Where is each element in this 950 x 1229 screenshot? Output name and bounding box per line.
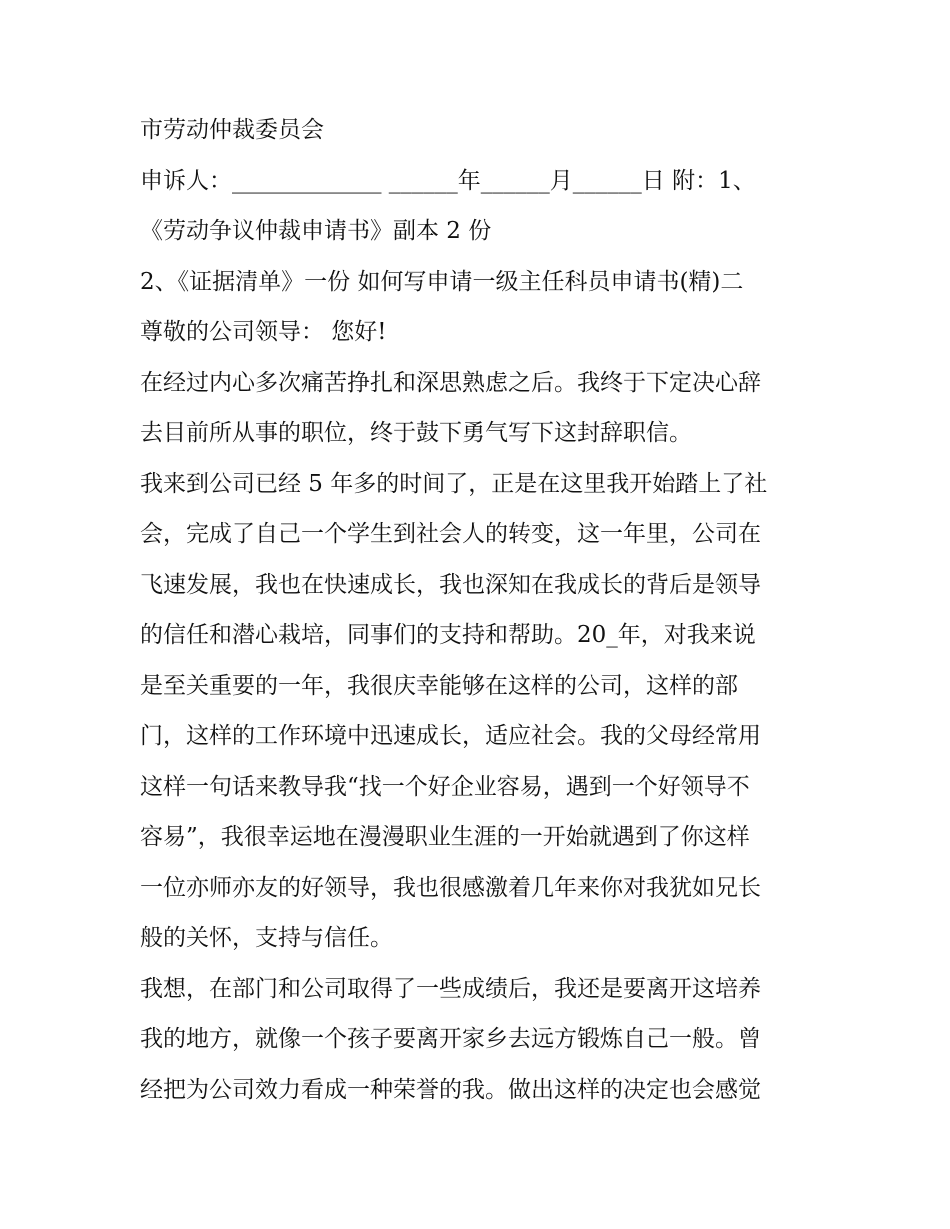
text-line: 是至关重要的一年，我很庆幸能够在这样的公司，这样的部 (140, 673, 738, 699)
text-line: 一位亦师亦友的好领导，我也很感激着几年来你对我犹如兄长 (140, 875, 761, 901)
text-line: 我想，在部门和公司取得了一些成绩后，我还是要离开这培养 (140, 976, 761, 1002)
text-line: 飞速发展，我也在快速成长，我也深知在我成长的背后是领导 (140, 572, 761, 598)
text-line: 的信任和潜心栽培，同事们的支持和帮助。20_年，对我来说 (140, 622, 756, 648)
text-line: 去目前所从事的职位，终于鼓下勇气写下这封辞职信。 (140, 420, 692, 446)
text-line: 般的关怀，支持与信任。 (140, 925, 393, 951)
text-line: 我的地方，就像一个孩子要离开家乡去远方锻炼自己一般。曾 (140, 1026, 761, 1052)
text-line: 2、《证据清单》一份 如何写申请一级主任科员申请书(精)二 (140, 269, 744, 295)
text-line: 经把为公司效力看成一种荣誉的我。做出这样的决定也会感觉 (140, 1077, 761, 1103)
text-line: 这样一句话来教导我“找一个好企业容易，遇到一个好领导不 (140, 774, 750, 800)
text-line: 门，这样的工作环境中迅速成长，适应社会。我的父母经常用 (140, 723, 761, 749)
text-line: 会，完成了自己一个学生到社会人的转变，这一年里，公司在 (140, 521, 761, 547)
text-line: 我来到公司已经 5 年多的时间了，正是在这里我开始踏上了社 (140, 471, 768, 497)
text-line: 尊敬的公司领导： 您好! (140, 319, 387, 345)
text-line: 在经过内心多次痛苦挣扎和深思熟虑之后。我终于下定决心辞 (140, 370, 761, 396)
text-line: 市劳动仲裁委员会 (140, 117, 324, 143)
text-line: 申诉人：_____________ ______年______月______日 附：1、 (140, 168, 756, 194)
text-line: 《劳动争议仲裁申请书》副本 2 份 (140, 218, 492, 244)
text-line: 容易”，我很幸运地在漫漫职业生涯的一开始就遇到了你这样 (140, 824, 750, 850)
